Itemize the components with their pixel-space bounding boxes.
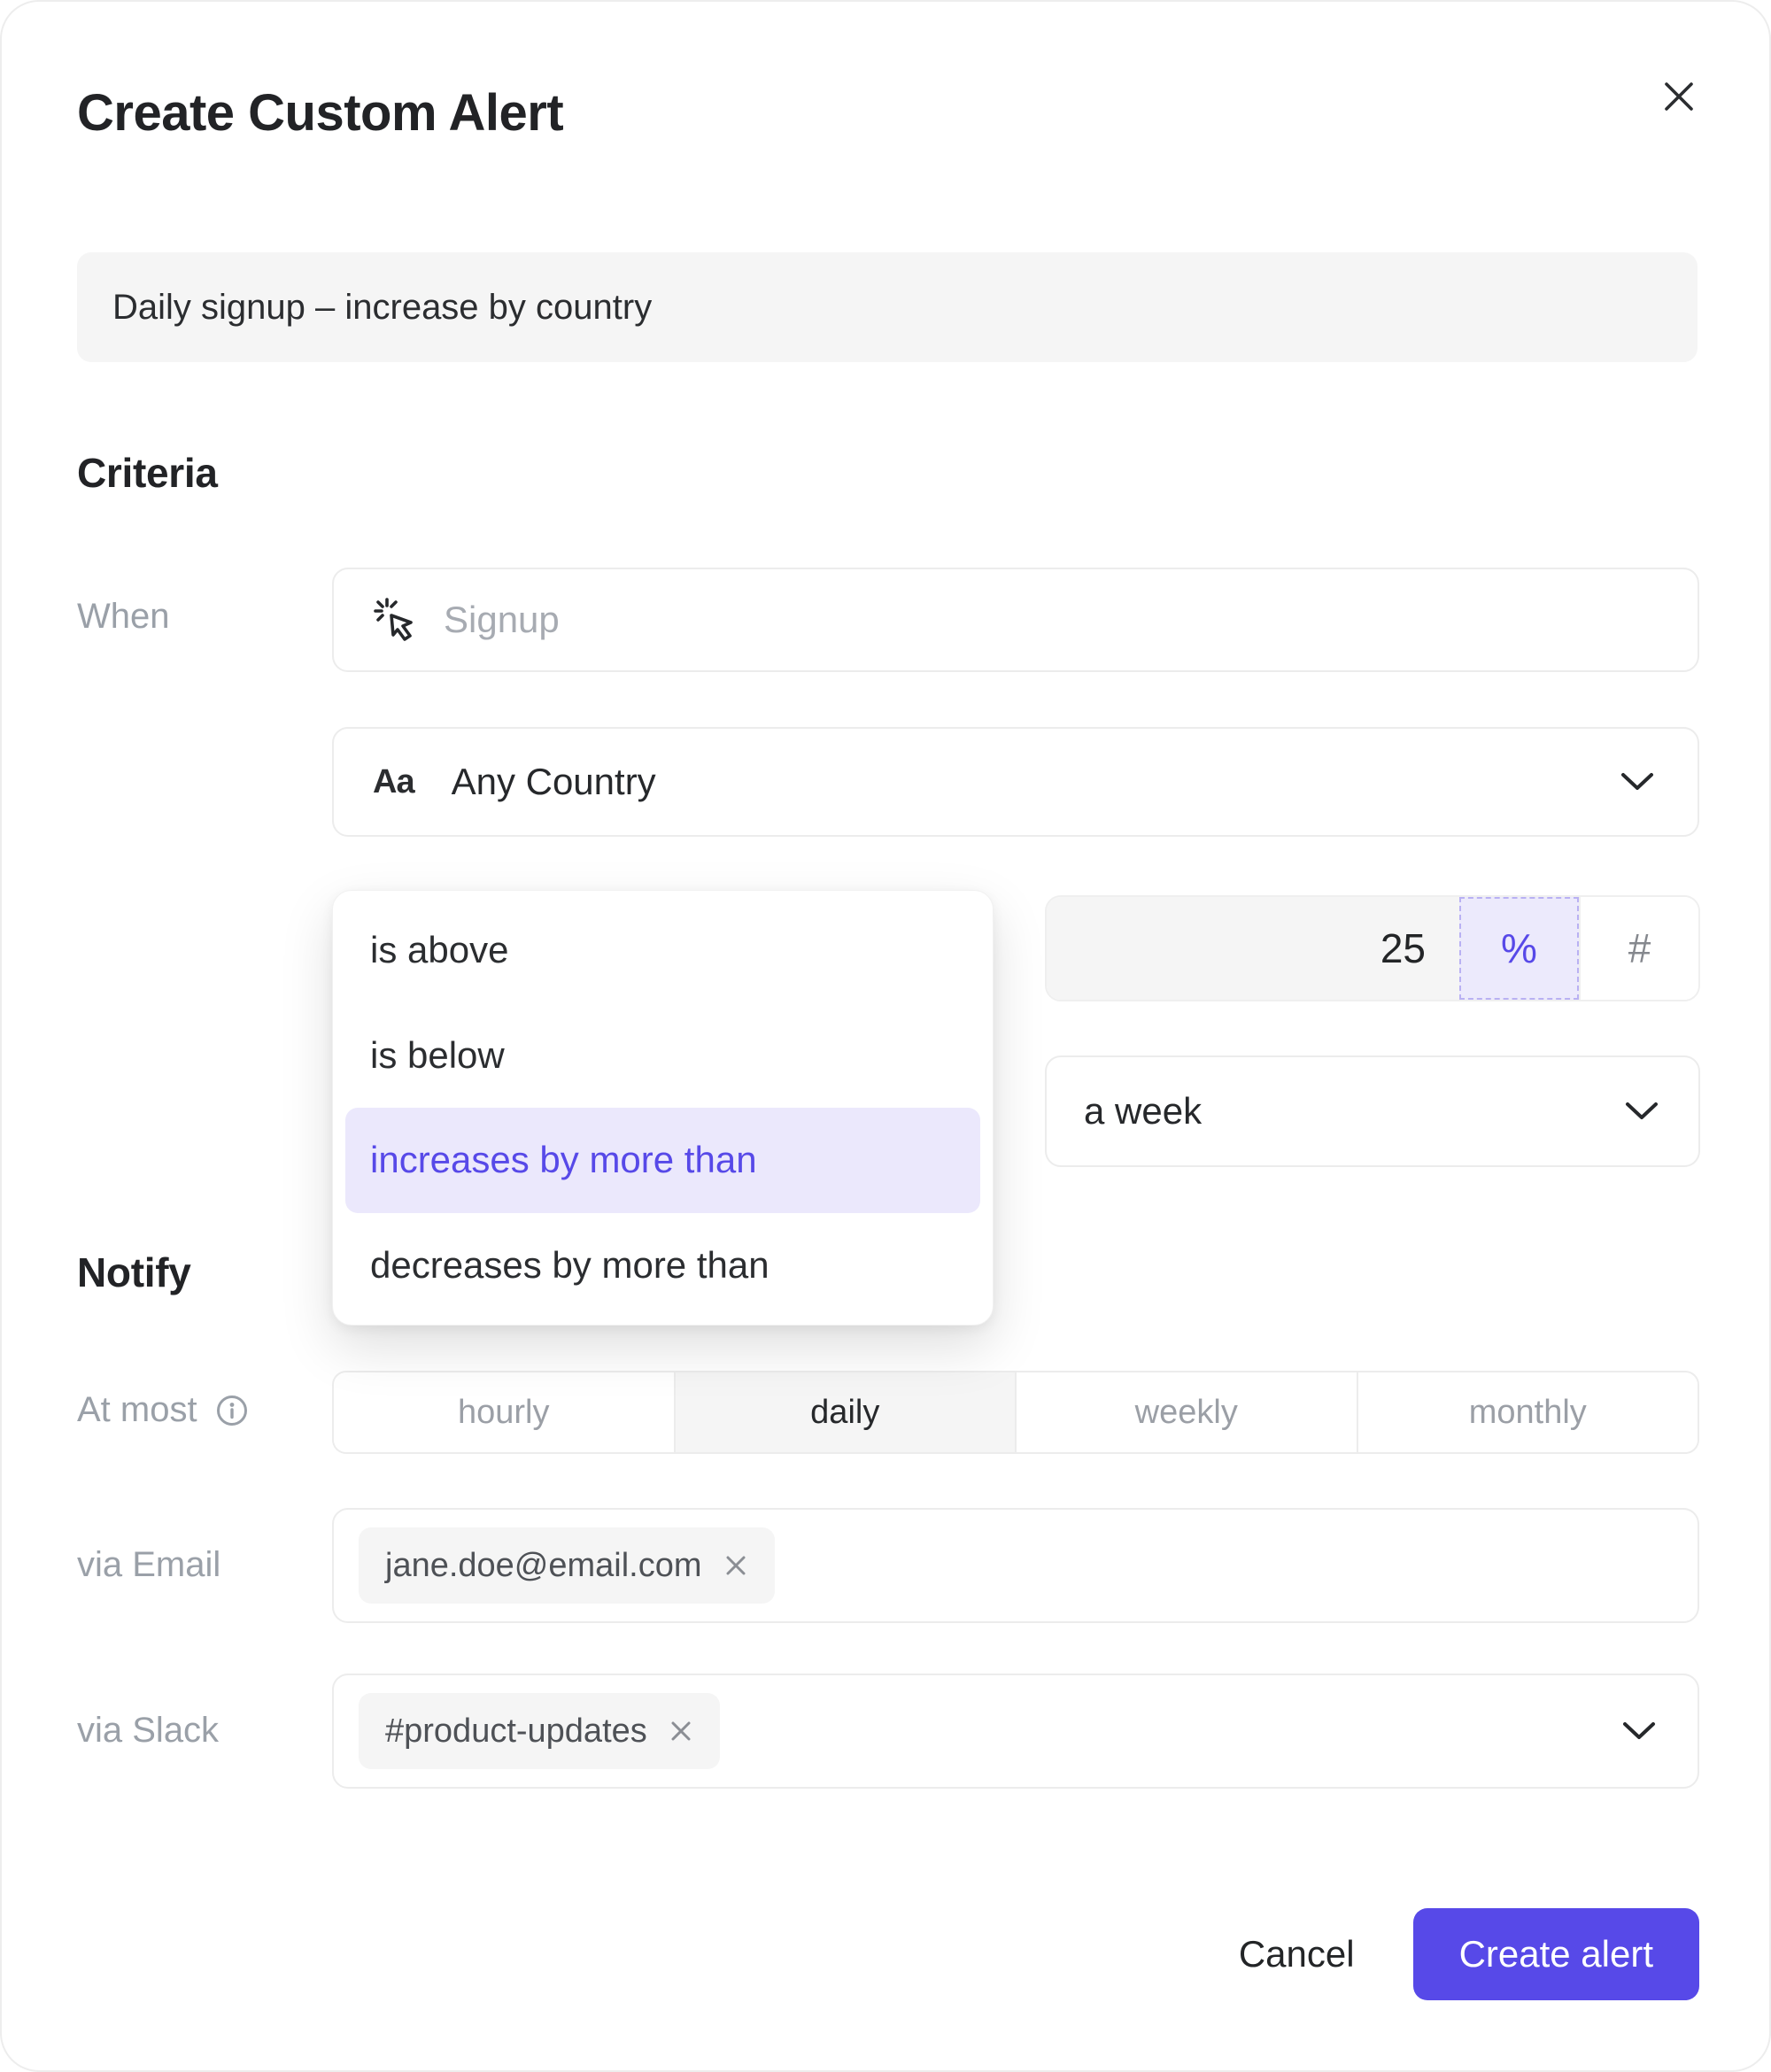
via-email-label: via Email <box>77 1545 221 1584</box>
alert-name-input[interactable]: Daily signup – increase by country <box>77 252 1698 362</box>
when-label: When <box>77 597 170 636</box>
country-segment-select[interactable] <box>332 727 1699 837</box>
frequency-segmented-control <box>332 1371 1699 1454</box>
close-button[interactable] <box>1651 69 1707 126</box>
threshold-value-input[interactable]: 25 <box>1047 897 1459 1000</box>
condition-dropdown <box>332 890 994 1326</box>
country-segment-value: Any Country <box>451 761 656 802</box>
info-icon <box>213 1392 251 1429</box>
dialog-footer <box>332 1908 1699 2000</box>
frequency-option-monthly[interactable]: monthly <box>1357 1372 1698 1452</box>
frequency-option-weekly[interactable]: weekly <box>1015 1372 1357 1452</box>
dropdown-option-is-above[interactable]: is above <box>370 929 509 971</box>
slack-channel-select[interactable] <box>332 1674 1699 1789</box>
threshold-control <box>1045 895 1700 1001</box>
period-select[interactable] <box>1045 1055 1700 1167</box>
slack-chip <box>359 1693 720 1769</box>
email-chip <box>359 1527 775 1604</box>
dialog-title: Create Custom Alert <box>77 84 564 142</box>
event-placeholder: Signup <box>444 599 560 640</box>
chevron-down-icon <box>1620 771 1655 792</box>
chevron-down-icon <box>1624 1101 1659 1122</box>
via-slack-label: via Slack <box>77 1711 220 1750</box>
email-recipients-input[interactable] <box>332 1508 1699 1623</box>
create-alert-button[interactable]: Create alert <box>1413 1908 1699 2000</box>
event-input[interactable] <box>332 568 1699 672</box>
email-chip-text: jane.doe@email.com <box>385 1546 702 1584</box>
frequency-option-daily[interactable]: daily <box>674 1372 1016 1452</box>
cursor-click-icon <box>373 597 419 643</box>
dropdown-option-increases-by-more-than[interactable]: increases by more than <box>345 1108 980 1213</box>
dropdown-option-decreases-by-more-than[interactable]: decreases by more than <box>370 1243 769 1286</box>
notify-heading: Notify <box>77 1249 191 1295</box>
period-value: a week <box>1084 1090 1203 1132</box>
text-format-icon: Aa <box>373 762 414 800</box>
at-most-label: At most <box>77 1390 197 1429</box>
chevron-down-icon <box>1621 1720 1657 1742</box>
unit-number-toggle[interactable]: # <box>1579 897 1698 1000</box>
unit-percent-toggle[interactable]: % <box>1459 897 1579 1000</box>
close-icon <box>1659 77 1698 116</box>
slack-chip-text: #product-updates <box>385 1712 647 1750</box>
remove-email-icon[interactable] <box>723 1553 748 1578</box>
dropdown-option-is-below[interactable]: is below <box>370 1033 505 1076</box>
at-most-label-group <box>77 1390 251 1430</box>
frequency-option-hourly[interactable]: hourly <box>334 1372 674 1452</box>
cancel-button[interactable]: Cancel <box>1238 1933 1355 1975</box>
remove-slack-icon[interactable] <box>669 1719 693 1743</box>
criteria-heading: Criteria <box>77 450 218 496</box>
